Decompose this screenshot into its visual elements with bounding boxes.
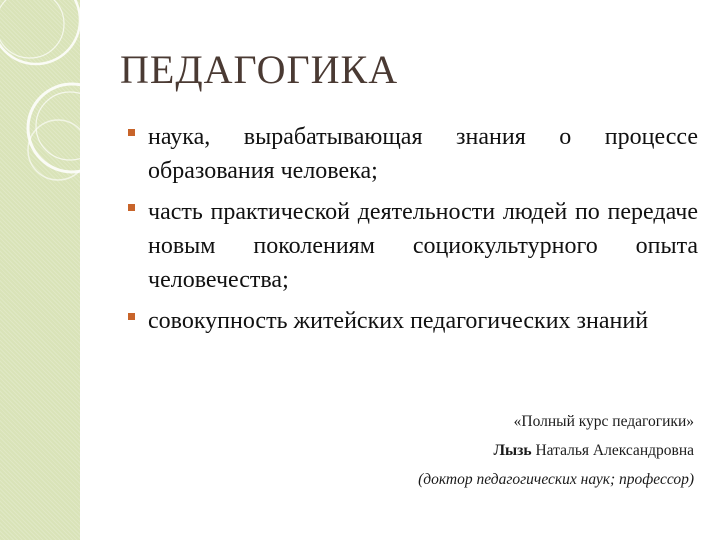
bullet-item xyxy=(126,304,698,338)
bullet-text: часть практической деятельности людей по передаче новым поколениям социокультурного опыта человечества; xyxy=(148,199,698,293)
author-name: Наталья Александровна xyxy=(531,442,694,459)
source-credits xyxy=(314,412,694,499)
bullet-list xyxy=(126,120,698,345)
bullet-marker xyxy=(128,129,135,136)
slide-title: ПЕДАГОГИКА xyxy=(120,47,399,92)
bullet-item xyxy=(126,120,698,188)
author-line xyxy=(314,441,694,461)
author-role: (доктор педагогических наук; профессор) xyxy=(418,471,694,488)
decorative-circles xyxy=(0,0,140,220)
bullet-text: совокупность житейских педагогических знаний xyxy=(148,308,649,334)
author-surname: Лызь xyxy=(493,442,532,459)
bullet-item xyxy=(126,195,698,297)
bullet-marker xyxy=(128,204,135,211)
bullet-text: наука, вырабатывающая знания о процессе образования человека; xyxy=(148,124,698,184)
bullet-marker xyxy=(128,313,135,320)
book-title: «Полный курс педагогики» xyxy=(513,413,694,430)
